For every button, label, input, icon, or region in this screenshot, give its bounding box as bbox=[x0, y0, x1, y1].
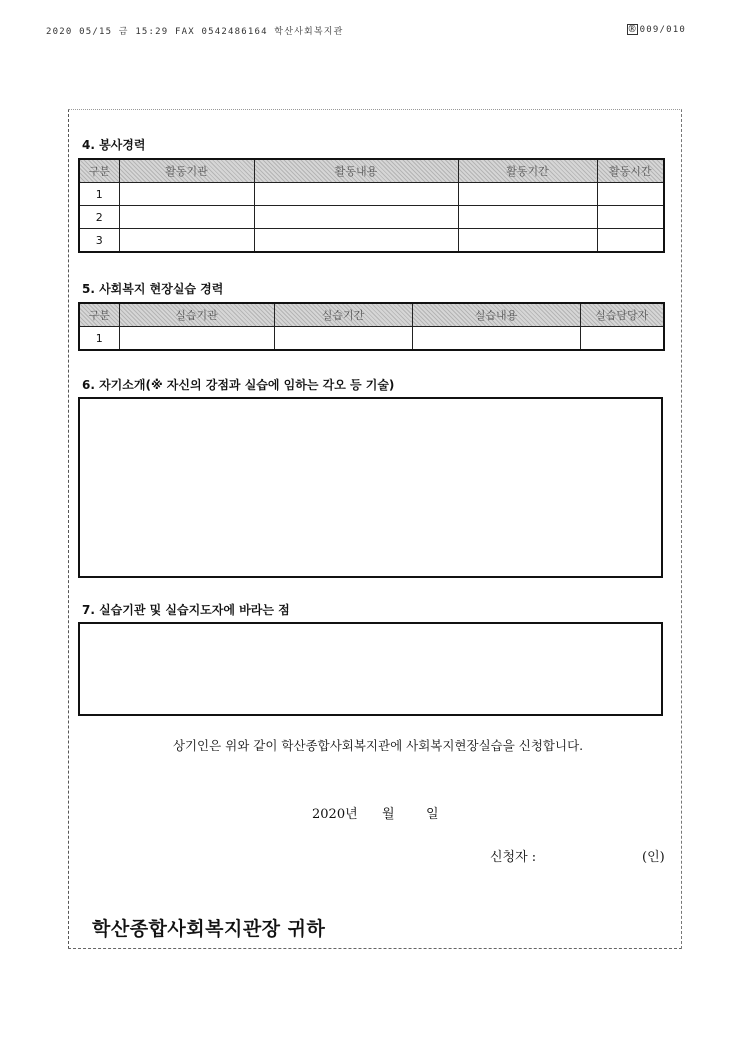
table-cell[interactable] bbox=[458, 183, 597, 206]
table-cell[interactable] bbox=[597, 229, 664, 253]
column-header: 활동시간 bbox=[597, 159, 664, 183]
column-header: 실습담당자 bbox=[580, 303, 664, 327]
applicant-label: 신청자 : bbox=[490, 850, 537, 865]
volunteer-experience-table bbox=[78, 158, 665, 253]
table-cell[interactable] bbox=[119, 183, 254, 206]
table-cell[interactable] bbox=[412, 327, 580, 351]
table-cell[interactable] bbox=[254, 229, 458, 253]
table-header-row bbox=[79, 159, 664, 183]
table-cell[interactable] bbox=[580, 327, 664, 351]
table-cell[interactable] bbox=[597, 183, 664, 206]
column-header: 구분 bbox=[79, 159, 119, 183]
column-header: 실습기관 bbox=[119, 303, 274, 327]
date-year: 2020년 bbox=[312, 807, 358, 822]
application-date bbox=[312, 803, 439, 822]
table-row bbox=[79, 229, 664, 253]
table-cell[interactable] bbox=[274, 327, 412, 351]
column-header: 활동내용 bbox=[254, 159, 458, 183]
date-day: 일 bbox=[426, 807, 439, 822]
section-4-title: 4. 봉사경력 bbox=[82, 138, 146, 152]
column-header: 실습내용 bbox=[412, 303, 580, 327]
table-cell[interactable] bbox=[119, 229, 254, 253]
table-cell[interactable] bbox=[254, 206, 458, 229]
table-cell[interactable] bbox=[254, 183, 458, 206]
addressee: 학산종합사회복지관장 귀하 bbox=[92, 918, 326, 940]
table-row bbox=[79, 183, 664, 206]
row-number: 2 bbox=[79, 206, 119, 229]
table-cell[interactable] bbox=[458, 206, 597, 229]
practicum-experience-table bbox=[78, 302, 665, 351]
table-cell[interactable] bbox=[119, 206, 254, 229]
table-row bbox=[79, 206, 664, 229]
table-cell[interactable] bbox=[597, 206, 664, 229]
column-header: 구분 bbox=[79, 303, 119, 327]
application-declaration: 상기인은 위와 같이 학산종합사회복지관에 사회복지현장실습을 신청합니다. bbox=[172, 738, 584, 753]
table-header-row bbox=[79, 303, 664, 327]
self-introduction-box[interactable] bbox=[78, 397, 663, 578]
fax-page-info bbox=[627, 24, 686, 35]
fax-page-number: 009/010 bbox=[639, 24, 686, 35]
table-cell[interactable] bbox=[119, 327, 274, 351]
section-7-title: 7. 실습기관 및 실습지도자에 바라는 점 bbox=[82, 603, 290, 617]
row-number: 1 bbox=[79, 327, 119, 351]
fax-header-text: 2020 05/15 금 15:29 FAX 0542486164 학산사회복지관 bbox=[46, 27, 344, 37]
date-month: 월 bbox=[382, 807, 395, 822]
row-number: 3 bbox=[79, 229, 119, 253]
section-5-title: 5. 사회복지 현장실습 경력 bbox=[82, 282, 224, 296]
table-cell[interactable] bbox=[458, 229, 597, 253]
section-6-title: 6. 자기소개(※ 자신의 강점과 실습에 임하는 각오 등 기술) bbox=[82, 378, 395, 392]
seal-mark: (인) bbox=[642, 850, 665, 865]
table-row bbox=[79, 327, 664, 351]
expectations-box[interactable] bbox=[78, 622, 663, 716]
column-header: 활동기간 bbox=[458, 159, 597, 183]
fax-page-icon: Ⓡ bbox=[628, 25, 636, 33]
column-header: 활동기관 bbox=[119, 159, 254, 183]
row-number: 1 bbox=[79, 183, 119, 206]
fax-header bbox=[46, 24, 686, 40]
column-header: 실습기간 bbox=[274, 303, 412, 327]
